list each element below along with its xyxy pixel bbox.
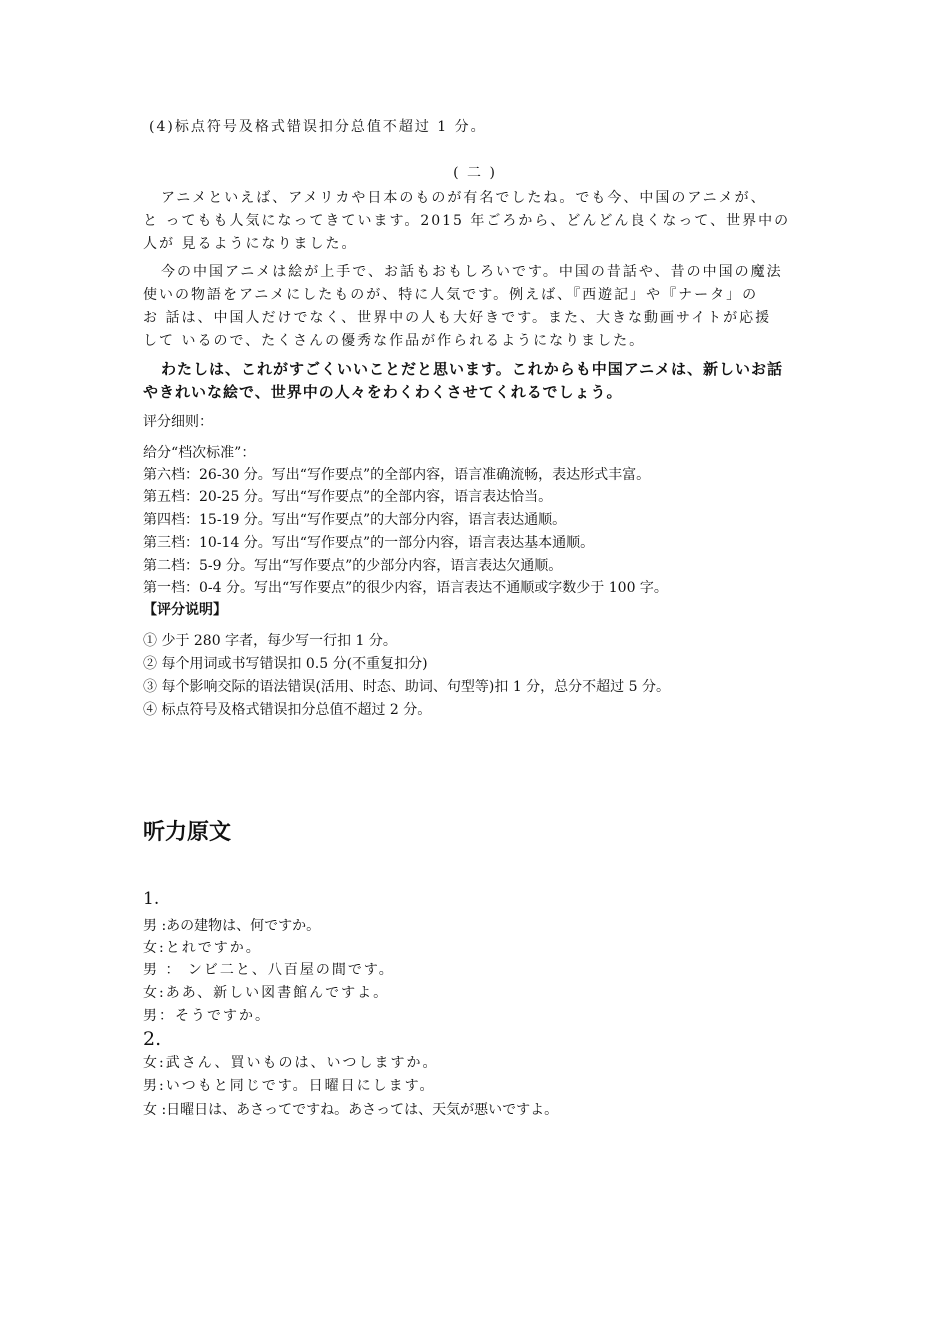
grade-level-6: 第六档：26-30 分。写出“写作要点”的全部内容，语言准确流畅，表达形式丰富。 [143, 467, 651, 483]
dialogue-1-line-5: 男：そうですか。 [143, 1008, 271, 1024]
grade-level-4: 第四档：15-19 分。写出“写作要点”的大部分内容，语言表达通顺。 [143, 512, 567, 528]
dialogue-2-line-1: 女:武さん、買いものは、いつしますか。 [143, 1055, 439, 1071]
dialogue-2-number: 2. [143, 1028, 162, 1050]
dialogue-2-line-2: 男:いつもと同じです。日曜日にします。 [143, 1078, 436, 1094]
essay-paragraph-2-line-1: 今の中国アニメは絵が上手で、お話もおもしろいです。中国の昔話や、昔の中国の魔法 [161, 264, 783, 280]
scoring-note-2: ② 每个用词或书写错误扣 0.5 分(不重复扣分) [143, 656, 428, 672]
essay-paragraph-3-line-1: わたしは、これがすごくいいことだと思います。これからも中国アニメは、新しいお話 [161, 360, 784, 378]
scoring-rules-heading: 评分细则： [143, 414, 213, 430]
scoring-notes-heading: 【评分说明】 [143, 602, 227, 618]
grade-level-3: 第三档：10-14 分。写出“写作要点”的一部分内容，语言表达基本通顺。 [143, 535, 595, 551]
dialogue-1-line-3: 男 ： ンビ二と、八百屋の間です。 [143, 962, 395, 978]
dialogue-1-number: 1. [143, 889, 160, 909]
scoring-note-1: ① 少于 280 字者，每少写一行扣 1 分。 [143, 633, 397, 649]
essay-paragraph-2-line-4: して いるので、たくさんの優秀な作品が作られるようになりました。 [143, 333, 646, 349]
dialogue-1-line-4: 女:ああ、新しい図書館んですよ。 [143, 985, 390, 1001]
essay-paragraph-2-line-3: お 話は、中国人だけでなく、世界中の人も大好きです。また、大きな動画サイトが応援 [143, 310, 772, 326]
grade-level-1: 第一档：0-4 分。写出“写作要点”的很少内容，语言表达不通顺或字数少于 100 字。 [143, 580, 668, 596]
grading-standard-heading: 给分“档次标准”： [143, 445, 256, 461]
dialogue-1-line-1: 男 :あの建物は、何ですか。 [143, 918, 321, 934]
essay-paragraph-1-line-1: アニメといえば、アメリカや日本のものが有名でしたね。でも今、中国のアニメが、 [161, 190, 767, 206]
essay-paragraph-1-line-3: 人が 見るようになりました。 [143, 236, 358, 252]
essay-paragraph-1-line-2: と ってもも人気になってきています。2015 年ごろから、どんどん良くなって、世界中の [143, 213, 791, 229]
scoring-note-4b: ④ 标点符号及格式错误扣分总值不超过 2 分。 [143, 702, 432, 718]
listening-transcript-title: 听力原文 [143, 819, 232, 845]
section-heading-two: ( 二 ) [453, 165, 497, 181]
essay-paragraph-3-line-2: やきれいな絵で、世界中の人々をわくわくさせてくれるでしょう。 [143, 383, 623, 401]
grade-level-2: 第二档：5-9 分。写出“写作要点”的少部分内容，语言表达欠通顺。 [143, 558, 563, 574]
essay-paragraph-2-line-2: 使いの物語をアニメにしたものが、特に人気です。例えば、『西遊記」や『ナータ」の [143, 287, 759, 303]
grade-level-5: 第五档：20-25 分。写出“写作要点”的全部内容，语言表达恰当。 [143, 489, 553, 505]
scoring-note-4: (4)标点符号及格式错误扣分总值不超过 1 分。 [149, 119, 487, 135]
scoring-note-3: ③ 每个影响交际的语法错误(活用、时态、助词、句型等)扣 1 分，总分不超过 5 分。 [143, 679, 670, 695]
dialogue-1-line-2: 女:とれですか。 [143, 940, 262, 956]
dialogue-2-line-3: 女 :日曜日は、あさってですね。あさっては、天気が悪いですよ。 [143, 1102, 559, 1118]
